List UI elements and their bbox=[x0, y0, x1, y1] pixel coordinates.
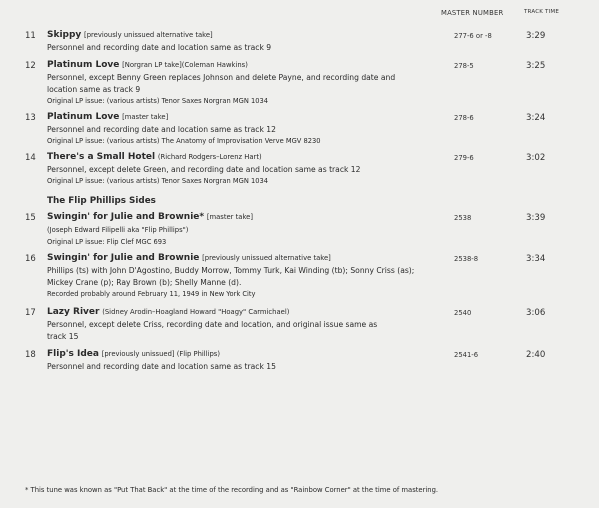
recording-info: Recorded probably around February 11, 1949 in New York City bbox=[47, 290, 256, 298]
track-number: 18 bbox=[25, 350, 36, 360]
original-issue: Original LP issue: (various artists) Tenor Saxes Norgran MGN 1034 bbox=[47, 177, 268, 185]
track-title: Platinum Love bbox=[47, 60, 120, 70]
track-time: 3:39 bbox=[526, 213, 546, 223]
track-title-line bbox=[47, 30, 213, 40]
track-title-line bbox=[47, 60, 248, 70]
original-issue: Original LP issue: Flip Clef MGC 693 bbox=[47, 238, 167, 246]
original-issue: Original LP issue: (various artists) The Anatomy of Improvisation Verve MGV 8230 bbox=[47, 137, 321, 145]
master-number: 277-6 or -8 bbox=[454, 32, 492, 40]
original-issue: Original LP issue: (various artists) Tenor Saxes Norgran MGN 1034 bbox=[47, 97, 268, 105]
track-title: Lazy River bbox=[47, 307, 100, 317]
master-number: 278-5 bbox=[454, 62, 474, 70]
track-title: Swingin' for Julie and Brownie bbox=[47, 253, 200, 263]
track-title-line bbox=[47, 212, 253, 222]
track-note: [previously unissued alternative take] bbox=[202, 254, 331, 262]
track-time: 3:29 bbox=[526, 31, 546, 41]
track-detail: Personnel and recording date and location same as track 9 bbox=[47, 43, 272, 52]
master-number: 278-6 bbox=[454, 114, 474, 122]
master-number: 2541-6 bbox=[454, 351, 479, 359]
track-number: 12 bbox=[25, 61, 36, 71]
master-number: 279-6 bbox=[454, 154, 474, 162]
track-note: [previously unissued alternative take] bbox=[84, 31, 213, 39]
track-detail: Mickey Crane (p); Ray Brown (b); Shelly Manne (d). bbox=[47, 278, 242, 287]
track-time: 3:24 bbox=[526, 113, 546, 123]
track-title: There's a Small Hotel bbox=[47, 152, 156, 162]
track-detail: Personnel, except Benny Green replaces Johnson and delete Payne, and recording date and bbox=[47, 73, 396, 82]
track-note: (Sidney Arodin–Hoagland Howard "Hoagy" Carmichael) bbox=[102, 308, 290, 316]
track-title-line bbox=[47, 349, 220, 359]
track-number: 14 bbox=[25, 153, 36, 163]
track-detail: Personnel and recording date and location same as track 15 bbox=[47, 362, 276, 371]
master-number: 2540 bbox=[454, 309, 472, 317]
track-number: 17 bbox=[25, 308, 36, 318]
track-detail: Personnel and recording date and location same as track 12 bbox=[47, 125, 276, 134]
track-title: Platinum Love bbox=[47, 112, 120, 122]
track-title: Flip's Idea bbox=[47, 349, 99, 359]
master-number-header: MASTER NUMBER bbox=[441, 9, 504, 17]
track-number: 15 bbox=[25, 213, 36, 223]
master-number: 2538 bbox=[454, 214, 472, 222]
track-detail: track 15 bbox=[47, 332, 79, 341]
track-title-line bbox=[47, 253, 331, 263]
track-title-line bbox=[47, 112, 168, 122]
track-note: (Richard Rodgers–Lorenz Hart) bbox=[157, 153, 262, 161]
track-detail: Phillips (ts) with John D'Agostino, Buddy Morrow, Tommy Turk, Kai Winding (tb); Sonny Criss (as); bbox=[47, 266, 415, 275]
track-detail: Personnel, except delete Green, and recording date and location same as track 12 bbox=[47, 165, 361, 174]
track-detail: Personnel, except delete Criss, recording date and location, and original issue same as bbox=[47, 320, 378, 329]
track-time: 3:25 bbox=[526, 61, 546, 71]
track-time: 2:40 bbox=[526, 350, 546, 360]
track-note: [master take] bbox=[122, 113, 169, 121]
track-number: 11 bbox=[25, 31, 36, 41]
track-title-line bbox=[47, 152, 262, 162]
track-time: 3:06 bbox=[526, 308, 546, 318]
track-title: Swingin' for Julie and Brownie* bbox=[47, 212, 205, 222]
master-number: 2538-8 bbox=[454, 255, 479, 263]
track-time: 3:02 bbox=[526, 153, 546, 163]
track-number: 13 bbox=[25, 113, 36, 123]
track-detail: location same as track 9 bbox=[47, 85, 141, 94]
track-number: 16 bbox=[25, 254, 36, 264]
track-time: 3:34 bbox=[526, 254, 546, 264]
track-detail: (Joseph Edward Filipelli aka "Flip Phillips") bbox=[47, 226, 189, 234]
track-note: [master take] bbox=[206, 213, 253, 221]
track-time-header: TRACK TIME bbox=[524, 9, 560, 15]
track-note: [previously unissued] (Flip Phillips) bbox=[101, 350, 220, 358]
track-note: [Norgran LP take](Coleman Hawkins) bbox=[122, 61, 248, 69]
section-title: The Flip Phillips Sides bbox=[47, 196, 156, 206]
footnote: * This tune was known as "Put That Back" at the time of the recording and as "Rainbow Corner" at the time of mastering. bbox=[25, 486, 439, 494]
track-title-line bbox=[47, 307, 289, 317]
track-title: Skippy bbox=[47, 30, 82, 40]
